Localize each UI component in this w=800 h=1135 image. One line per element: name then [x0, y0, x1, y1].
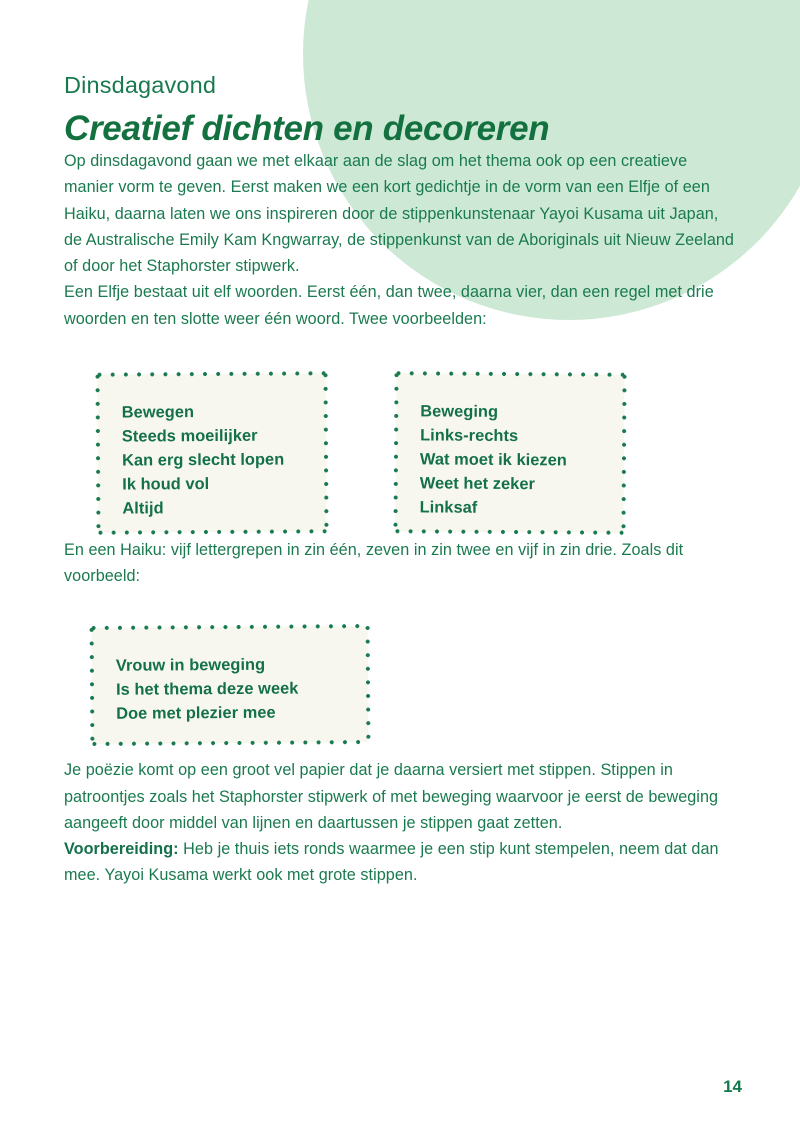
haiku-example-row	[0, 617, 800, 757]
example-box-haiku	[92, 626, 369, 744]
example-line: Weet het zeker	[419, 474, 536, 494]
example-line: Is het thema deze week	[115, 679, 299, 700]
dotted-edge-top	[397, 371, 625, 377]
example-box-elfje-2	[395, 373, 624, 533]
example-line: Kan erg slecht lopen	[121, 450, 285, 470]
dotted-edge-left	[393, 373, 398, 531]
dotted-edge-top	[98, 371, 326, 376]
example-line: Linksaf	[419, 498, 478, 518]
example-lines	[122, 399, 317, 521]
example-line: Beweging	[420, 402, 499, 421]
paragraph-elfje-explainer: Een Elfje bestaat uit elf woorden. Eerst één, dan twee, daarna vier, dan een regel met drie woorden en ten slotte weer één woord. Twee voorbeelden:	[64, 283, 714, 328]
dotted-edge-bottom	[98, 529, 326, 534]
paragraph-intro: Op dinsdagavond gaan we met elkaar aan de slag om het thema ook op een creatieve manier vorm te geven. Eerst maken we een kort gedichtje in de vorm van een Elfje of een Haiku, daarna laten we ons inspireren door de stippenkunstenaar Yayoi Kusama uit Japan, de Australische Emily Kam Kngwarray, de stippenkunst van de Aboriginals uit Nieuw Zeeland of door het Staphorster stipwerk.	[64, 152, 734, 276]
closing-block	[0, 757, 800, 888]
dotted-edge-right	[366, 626, 371, 742]
example-line: Altijd	[122, 499, 164, 518]
example-line: Ik houd vol	[122, 475, 210, 494]
header-block	[0, 0, 800, 148]
page-number: 14	[723, 1077, 742, 1096]
example-line: Steeds moeilijker	[121, 426, 258, 446]
dotted-edge-top	[92, 624, 368, 630]
paragraph-voorbereiding	[64, 836, 740, 888]
example-box-elfje-1	[98, 373, 327, 532]
paragraph-haiku-explainer: En een Haiku: vijf lettergrepen in zin één, zeven in zin twee en vijf in zin drie. Zoals dit voorbeeld:	[64, 540, 684, 586]
example-lines	[116, 652, 358, 726]
intro-block	[0, 148, 800, 279]
dotted-edge-bottom	[92, 740, 368, 746]
voorbereiding-text: Heb je thuis iets ronds waarmee je een stip kunt stempelen, neem dat dan mee. Yayoi Kusama werkt ook met grote stippen.	[64, 840, 719, 885]
example-line: Vrouw in beweging	[115, 656, 266, 676]
example-line: Bewegen	[121, 402, 195, 422]
page-kicker: Dinsdagavond	[64, 72, 217, 98]
example-line: Doe met plezier mee	[116, 704, 276, 724]
elfje-explainer-block	[0, 279, 800, 331]
voorbereiding-label: Voorbereiding:	[64, 840, 179, 859]
example-lines	[420, 399, 615, 521]
haiku-explainer-block	[0, 537, 800, 589]
example-line: Wat moet ik kiezen	[419, 450, 567, 470]
example-line: Links-rechts	[420, 426, 519, 446]
paragraph-poezie: Je poëzie komt op een groot vel papier dat je daarna versiert met stippen. Stippen in patroontjes zoals het Staphorster stipwerk of met beweging waarvoor je eerst de beweging aangeeft door middel van lijnen en daartussen je stippen gaat zetten.	[64, 761, 719, 832]
page-title: Creatief dichten en decoreren	[64, 109, 550, 149]
dotted-edge-right	[621, 375, 626, 533]
dotted-edge-right	[324, 373, 329, 531]
dotted-edge-bottom	[395, 529, 623, 535]
dotted-edge-left	[96, 375, 101, 533]
dotted-edge-left	[90, 628, 95, 744]
elfje-examples-row	[0, 362, 800, 537]
